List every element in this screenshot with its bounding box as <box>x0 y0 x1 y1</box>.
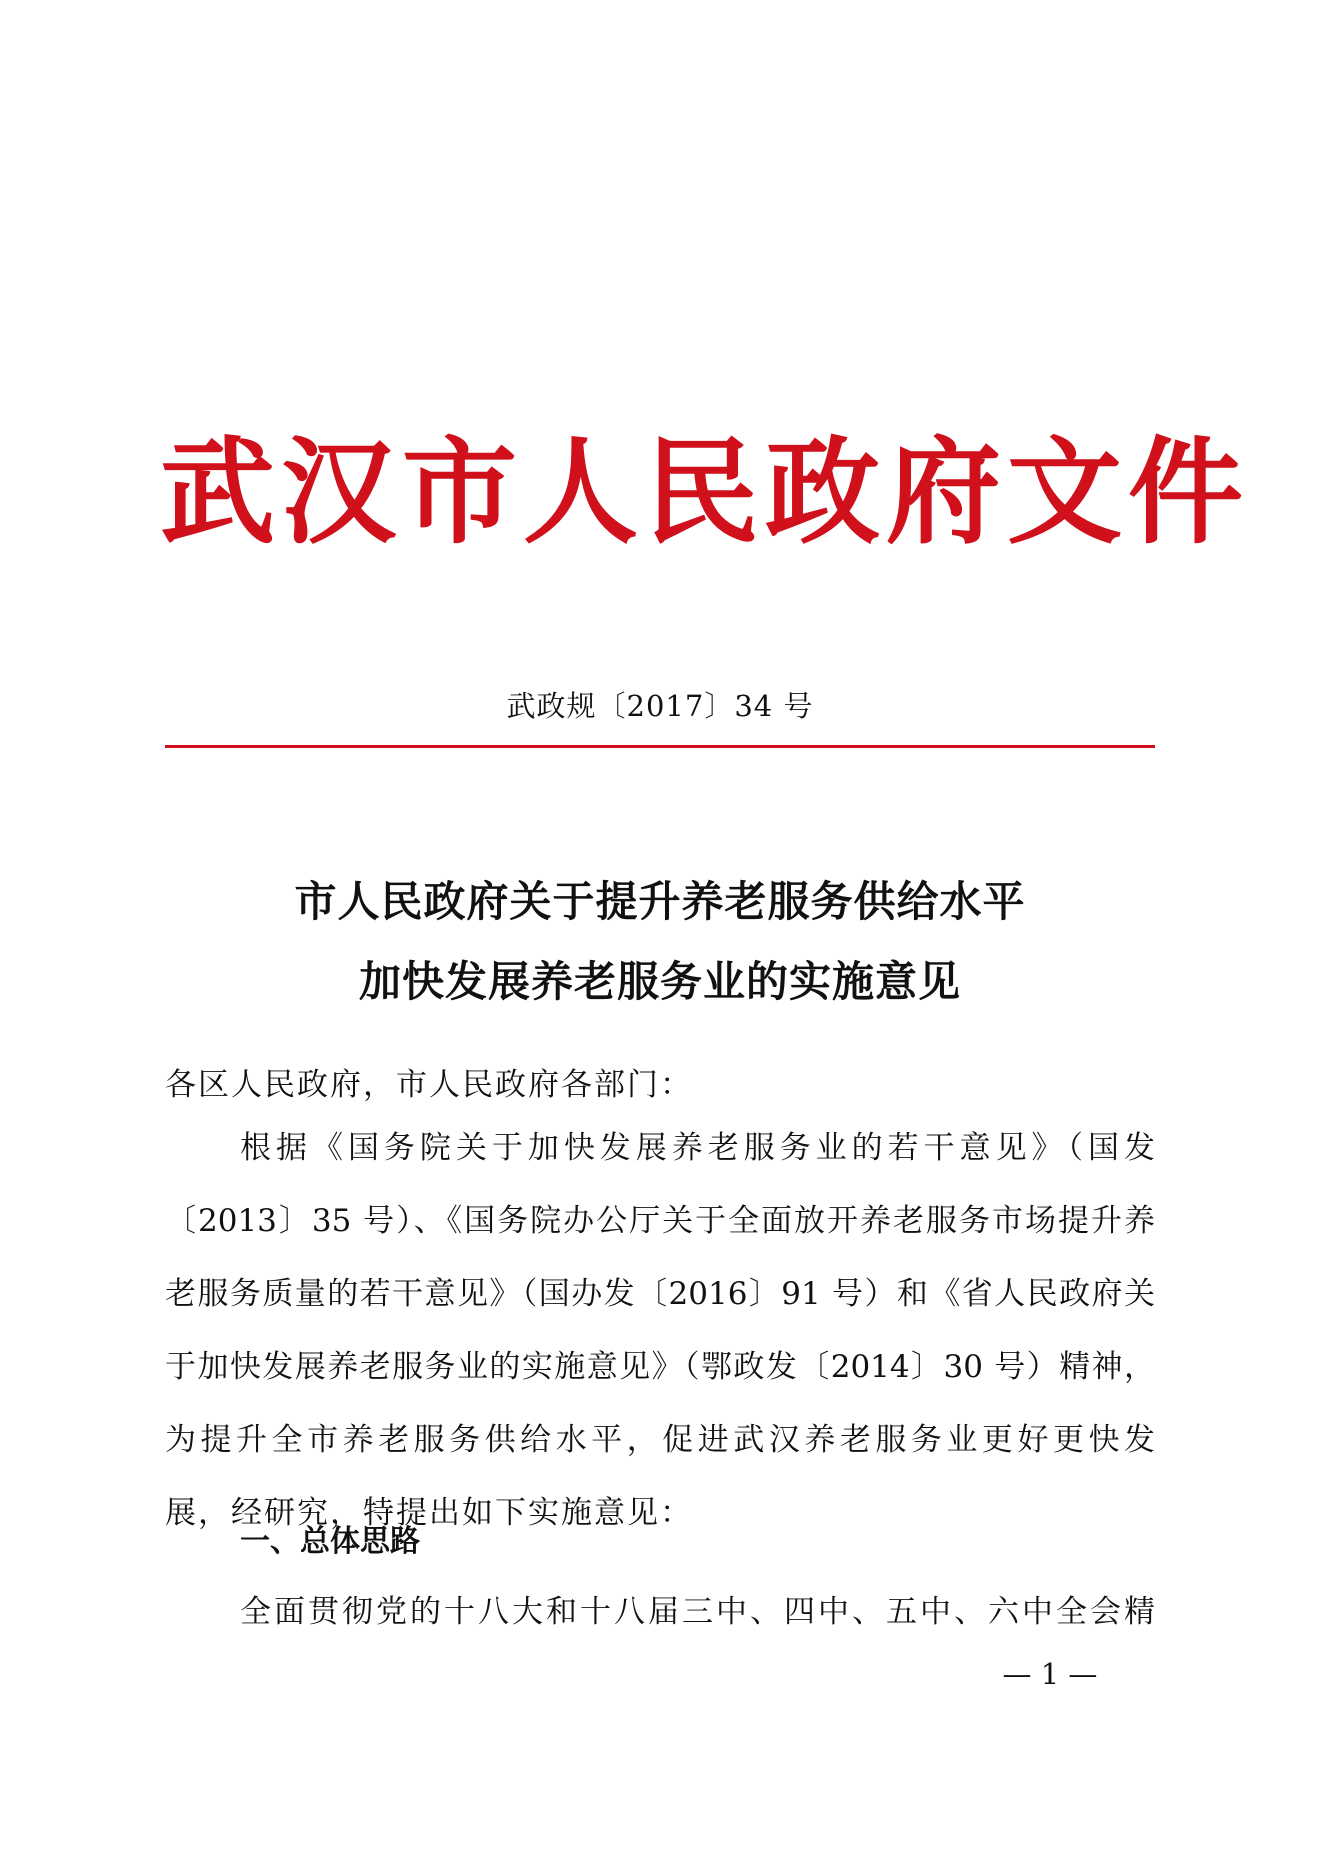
document-title-line-1: 市人民政府关于提升养老服务供给水平 <box>294 877 1026 926</box>
document-header-title: 武汉市人民政府文件 <box>160 426 1250 560</box>
salutation: 各区人民政府，市人民政府各部门： <box>165 1067 693 1103</box>
section-heading: 一、总体思路 <box>240 1524 420 1559</box>
red-divider-line <box>165 745 1155 748</box>
body-paragraph-line: 于加快发展养老服务业的实施意见》（鄂政发〔2014〕30 号）精神， <box>165 1349 1155 1385</box>
body-paragraph-line: 老服务质量的若干意见》（国办发〔2016〕91 号）和《省人民政府关 <box>165 1276 1155 1312</box>
body-paragraph-line: 展，经研究，特提出如下实施意见： <box>165 1495 693 1531</box>
document-number: 武政规〔2017〕34 号 <box>506 689 814 723</box>
body-paragraph-line: 根据《国务院关于加快发展养老服务业的若干意见》（国发 <box>240 1130 1155 1166</box>
page-number: — 1 — <box>1002 1657 1098 1691</box>
body-paragraph-line: 〔2013〕35 号）、《国务院办公厅关于全面放开养老服务市场提升养 <box>165 1203 1155 1239</box>
section-paragraph-line: 全面贯彻党的十八大和十八届三中、四中、五中、六中全会精 <box>240 1594 1155 1630</box>
body-paragraph-line: 为提升全市养老服务供给水平，促进武汉养老服务业更好更快发 <box>165 1422 1155 1458</box>
document-title-line-2: 加快发展养老服务业的实施意见 <box>358 957 961 1006</box>
